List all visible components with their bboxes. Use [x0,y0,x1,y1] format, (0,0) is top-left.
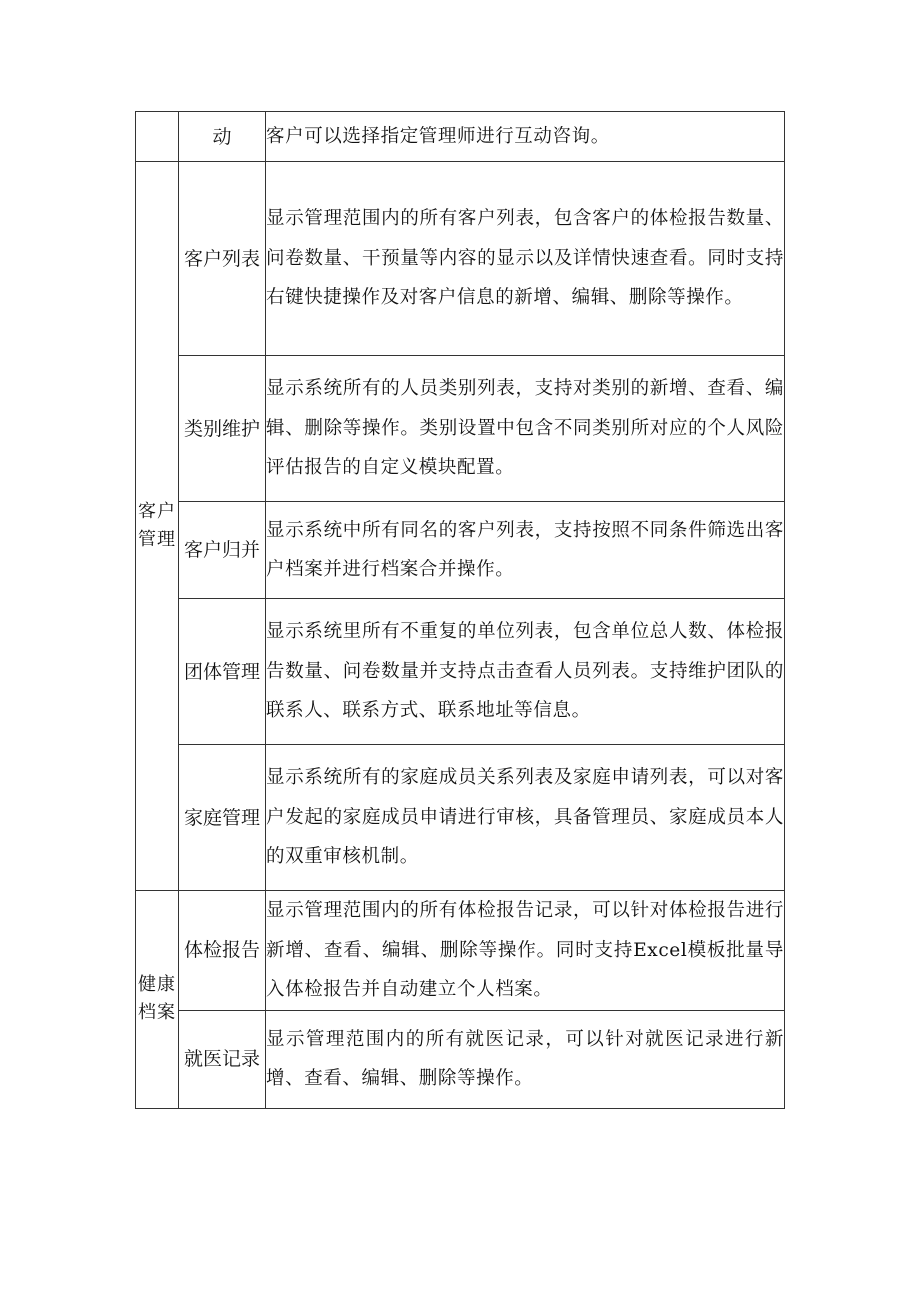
description-cell: 显示管理范围内的所有客户列表，包含客户的体检报告数量、问卷数量、干预量等内容的显示以及详情快速查看。同时支持右键快捷操作及对客户信息的新增、编辑、删除等操作。 [266,162,785,356]
item-cell: 类别维护 [179,356,266,502]
item-cell: 团体管理 [179,599,266,745]
item-cell: 动 [179,112,266,162]
table-row [136,1010,785,1108]
description-cell: 显示管理范围内的所有就医记录，可以针对就医记录进行新增、查看、编辑、删除等操作。 [266,1010,785,1108]
table-row [136,599,785,745]
item-cell: 家庭管理 [179,745,266,891]
table-row [136,891,785,1011]
description-cell: 显示系统中所有同名的客户列表，支持按照不同条件筛选出客户档案并进行档案合并操作。 [266,502,785,599]
category-cell-health-records: 健康档案 [136,891,179,1109]
category-cell [136,112,179,162]
item-cell: 体检报告 [179,891,266,1011]
function-spec-table [135,111,785,1109]
item-cell: 就医记录 [179,1010,266,1108]
item-cell: 客户归并 [179,502,266,599]
item-cell: 客户列表 [179,162,266,356]
category-cell-customer-management: 客户管理 [136,162,179,891]
description-cell: 显示系统所有的人员类别列表，支持对类别的新增、查看、编辑、删除等操作。类别设置中包含不同类别所对应的个人风险评估报告的自定义模块配置。 [266,356,785,502]
table-row [136,162,785,356]
description-cell: 客户可以选择指定管理师进行互动咨询。 [266,112,785,162]
table-row [136,745,785,891]
table-row [136,356,785,502]
description-cell: 显示系统所有的家庭成员关系列表及家庭申请列表，可以对客户发起的家庭成员申请进行审核，具备管理员、家庭成员本人的双重审核机制。 [266,745,785,891]
description-cell: 显示管理范围内的所有体检报告记录，可以针对体检报告进行新增、查看、编辑、删除等操作。同时支持Excel模板批量导入体检报告并自动建立个人档案。 [266,891,785,1011]
table-row [136,112,785,162]
description-cell: 显示系统里所有不重复的单位列表，包含单位总人数、体检报告数量、问卷数量并支持点击查看人员列表。支持维护团队的联系人、联系方式、联系地址等信息。 [266,599,785,745]
table-row [136,502,785,599]
